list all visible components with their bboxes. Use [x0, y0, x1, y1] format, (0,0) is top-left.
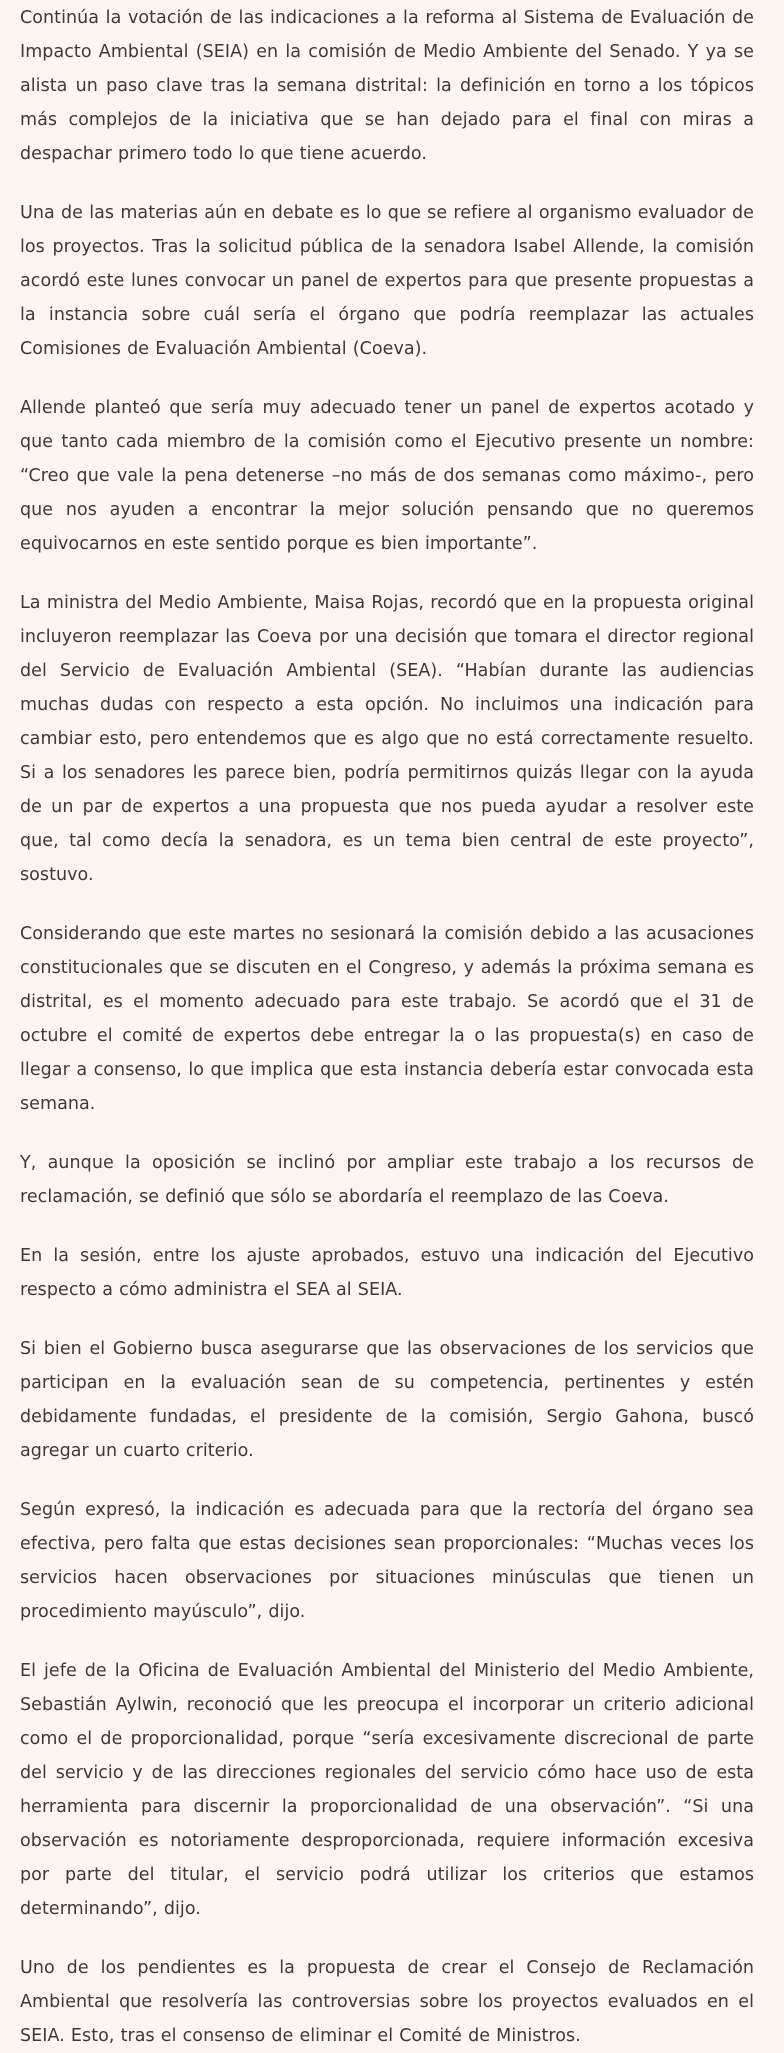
- article-paragraph-9: Según expresó, la indicación es adecuada para que la rectoría del órgano sea efectiva, pero falta que estas decisiones sean proporcionales: “Muchas veces los servicios hacen observaciones por situaciones minúsculas que tienen un procedimiento mayúsculo”, dijo.: [20, 1500, 754, 1622]
- article-paragraph-2: Una de las materias aún en debate es lo que se refiere al organismo evaluador de los proyectos. Tras la solicitud pública de la senadora Isabel Allende, la comisión acordó este lunes convocar un panel de expertos para que presente propuestas a la instancia sobre cuál sería el órgano que podría reemplazar las actuales Comisiones de Evaluación Ambiental (Coeva).: [20, 203, 754, 359]
- article-paragraph-10: El jefe de la Oficina de Evaluación Ambiental del Ministerio del Medio Ambiente, Sebastián Aylwin, reconoció que les preocupa el incorporar un criterio adicional como el de proporcionalidad, porque “sería excesivamente discrecional de parte del servicio y de las direcciones regionales del servicio cómo hace uso de esta herramienta para discernir la proporcionalidad de una observación”. “Si una observación es notoriamente desproporcionada, requiere información excesiva por parte del titular, el servicio podrá utilizar los criterios que estamos determinando”, dijo.: [20, 1661, 754, 1919]
- article-paragraph-11: Uno de los pendientes es la propuesta de crear el Consejo de Reclamación Ambiental que resolvería las controversias sobre los proyectos evaluados en el SEIA. Esto, tras el consenso de eliminar el Comité de Ministros.: [20, 1958, 754, 2046]
- article-paragraph-3: Allende planteó que sería muy adecuado tener un panel de expertos acotado y que tanto cada miembro de la comisión como el Ejecutivo presente un nombre: “Creo que vale la pena detenerse –no más de dos semanas como máximo-, pero que nos ayuden a encontrar la mejor solución pensando que no queremos equivocarnos en este sentido porque es bien importante”.: [20, 398, 754, 554]
- article-paragraph-8: Si bien el Gobierno busca asegurarse que las observaciones de los servicios que participan en la evaluación sean de su competencia, pertinentes y estén debidamente fundadas, el presidente de la comisión, Sergio Gahona, buscó agregar un cuarto criterio.: [20, 1339, 754, 1461]
- article-paragraph-4: La ministra del Medio Ambiente, Maisa Rojas, recordó que en la propuesta original incluyeron reemplazar las Coeva por una decisión que tomara el director regional del Servicio de Evaluación Ambiental (SEA). “Habían durante las audiencias muchas dudas con respecto a esta opción. No incluimos una indicación para cambiar esto, pero entendemos que es algo que no está correctamente resuelto. Si a los senadores les parece bien, podría permitirnos quizás llegar con la ayuda de un par de expertos a una propuesta que nos pueda ayudar a resolver este que, tal como decía la senadora, es un tema bien central de este proyecto”, sostuvo.: [20, 593, 754, 885]
- article-paragraph-1: Continúa la votación de las indicaciones a la reforma al Sistema de Evaluación de Impacto Ambiental (SEIA) en la comisión de Medio Ambiente del Senado. Y ya se alista un paso clave tras la semana distrital: la definición en torno a los tópicos más complejos de la iniciativa que se han dejado para el final con miras a despachar primero todo lo que tiene acuerdo.: [20, 8, 754, 164]
- article-paragraph-5: Considerando que este martes no sesionará la comisión debido a las acusaciones constitucionales que se discuten en el Congreso, y además la próxima semana es distrital, es el momento adecuado para este trabajo. Se acordó que el 31 de octubre el comité de expertos debe entregar la o las propuesta(s) en caso de llegar a consenso, lo que implica que esta instancia debería estar convocada esta semana.: [20, 924, 754, 1114]
- article-paragraph-7: En la sesión, entre los ajuste aprobados, estuvo una indicación del Ejecutivo respecto a cómo administra el SEA al SEIA.: [20, 1246, 754, 1300]
- article-paragraph-6: Y, aunque la oposición se inclinó por ampliar este trabajo a los recursos de reclamación, se definió que sólo se abordaría el reemplazo de las Coeva.: [20, 1153, 754, 1207]
